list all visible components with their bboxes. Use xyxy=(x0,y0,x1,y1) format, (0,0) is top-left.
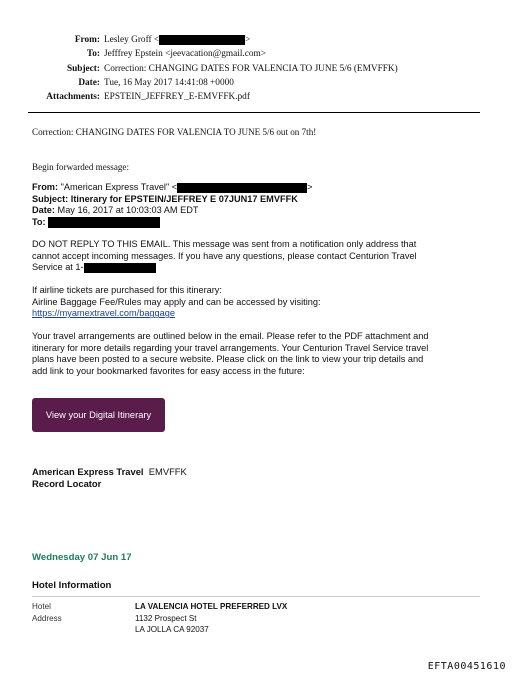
forwarded-from xyxy=(32,182,313,194)
subject-value: Correction: CHANGING DATES FOR VALENCIA TO JUNE 5/6 (EMVFFK) xyxy=(104,63,398,74)
forwarded-date-value: May 16, 2017 at 10:03:03 AM EDT xyxy=(57,205,199,215)
to-value: Jefffrey Epstein <jeevacation@gmail.com> xyxy=(104,49,266,60)
locator-company: American Express Travel xyxy=(32,466,144,477)
view-digital-itinerary-button[interactable]: View your Digital Itinerary xyxy=(32,398,165,432)
hotel-street: 1132 Prospect St xyxy=(135,613,197,623)
hotel-heading: Hotel Information xyxy=(32,580,112,591)
notice-line: DO NOT REPLY TO THIS EMAIL. This message was sent from a notification only address that xyxy=(32,239,417,249)
record-locator xyxy=(32,466,187,489)
hotel-labels xyxy=(32,601,62,624)
forwarded-intro: Begin forwarded message: xyxy=(32,162,129,172)
baggage-link[interactable]: https://myamextravel.com/baggage xyxy=(32,308,175,319)
locator-label: Record Locator xyxy=(32,477,102,489)
airline-paragraph xyxy=(32,285,482,320)
from-suffix: > xyxy=(245,35,251,45)
arrangements-line: plans have been posted to a secure website. Please click on the link to view your trip details and xyxy=(32,354,424,365)
forwarded-subject-text: Subject: Itinerary for EPSTEIN/JEFFREY E 07JUN17 EMVFFK xyxy=(32,193,298,204)
attachment-file-link[interactable]: EPSTEIN_JEFFREY_E-EMVFFK.pdf xyxy=(104,92,250,103)
arrangements-line: itinerary for more details regarding your travel arrangements. Your Centurion Travel Service travel xyxy=(32,342,429,353)
forwarded-from-value: "American Express Travel" < xyxy=(60,182,178,192)
to-label: To: xyxy=(86,49,100,60)
date-label: Date: xyxy=(78,77,100,88)
hotel-label: Hotel xyxy=(32,602,51,611)
arrangements-line: add link to your bookmarked favorites for easy access in the future: xyxy=(32,365,305,376)
forwarded-subject xyxy=(32,194,313,206)
bates-number: EFTA00451610 xyxy=(427,661,506,672)
address-label: Address xyxy=(32,613,62,623)
notice-line: cannot accept incoming messages. If you have any questions, please contact Centurion Travel xyxy=(32,250,417,261)
airline-line: If airline tickets are purchased for this itinerary: xyxy=(32,285,222,295)
locator-code: EMVFFK xyxy=(148,466,187,477)
header-divider xyxy=(28,112,480,113)
header-to-row xyxy=(0,47,512,61)
hotel-values xyxy=(135,601,287,636)
email-header xyxy=(0,33,512,104)
redaction-box xyxy=(159,35,245,45)
subject-label: Subject: xyxy=(66,63,100,74)
arrangements-paragraph xyxy=(32,331,482,377)
redaction-box xyxy=(84,263,156,273)
header-attachments-row xyxy=(0,90,512,104)
notice-line xyxy=(32,262,482,274)
header-from-row xyxy=(0,33,512,47)
from-name: Lesley Groff < xyxy=(104,35,160,45)
forwarded-from-label: From: xyxy=(32,182,59,192)
notice-phone-prefix: Service at 1- xyxy=(32,262,84,273)
redaction-box xyxy=(48,217,160,228)
redaction-box xyxy=(177,183,307,193)
hotel-name: LA VALENCIA HOTEL PREFERRED LVX xyxy=(135,602,288,611)
forwarded-header xyxy=(32,182,313,228)
from-value xyxy=(104,33,250,47)
date-value: Tue, 16 May 2017 14:41:08 +0000 xyxy=(104,77,234,88)
hotel-city: LA JOLLA CA 92037 xyxy=(135,625,209,634)
forwarded-to-label: To: xyxy=(32,216,46,227)
correction-line: Correction: CHANGING DATES FOR VALENCIA TO JUNE 5/6 out on 7th! xyxy=(32,127,317,137)
from-label: From: xyxy=(74,35,100,45)
forwarded-to xyxy=(32,217,313,229)
forwarded-date-label: Date: xyxy=(32,205,55,215)
airline-line: Airline Baggage Fee/Rules may apply and can be accessed by visiting: xyxy=(32,296,321,307)
header-date-row xyxy=(0,76,512,90)
forwarded-from-suffix: > xyxy=(307,182,313,192)
arrangements-line: Your travel arrangements are outlined below in the email. Please refer to the PDF attachment and xyxy=(32,331,429,341)
attachments-label: Attachments: xyxy=(46,92,100,103)
notice-paragraph xyxy=(32,239,482,274)
forwarded-date xyxy=(32,205,313,217)
trip-date: Wednesday 07 Jun 17 xyxy=(32,552,132,563)
hotel-divider xyxy=(32,596,480,597)
header-subject-row xyxy=(0,62,512,76)
